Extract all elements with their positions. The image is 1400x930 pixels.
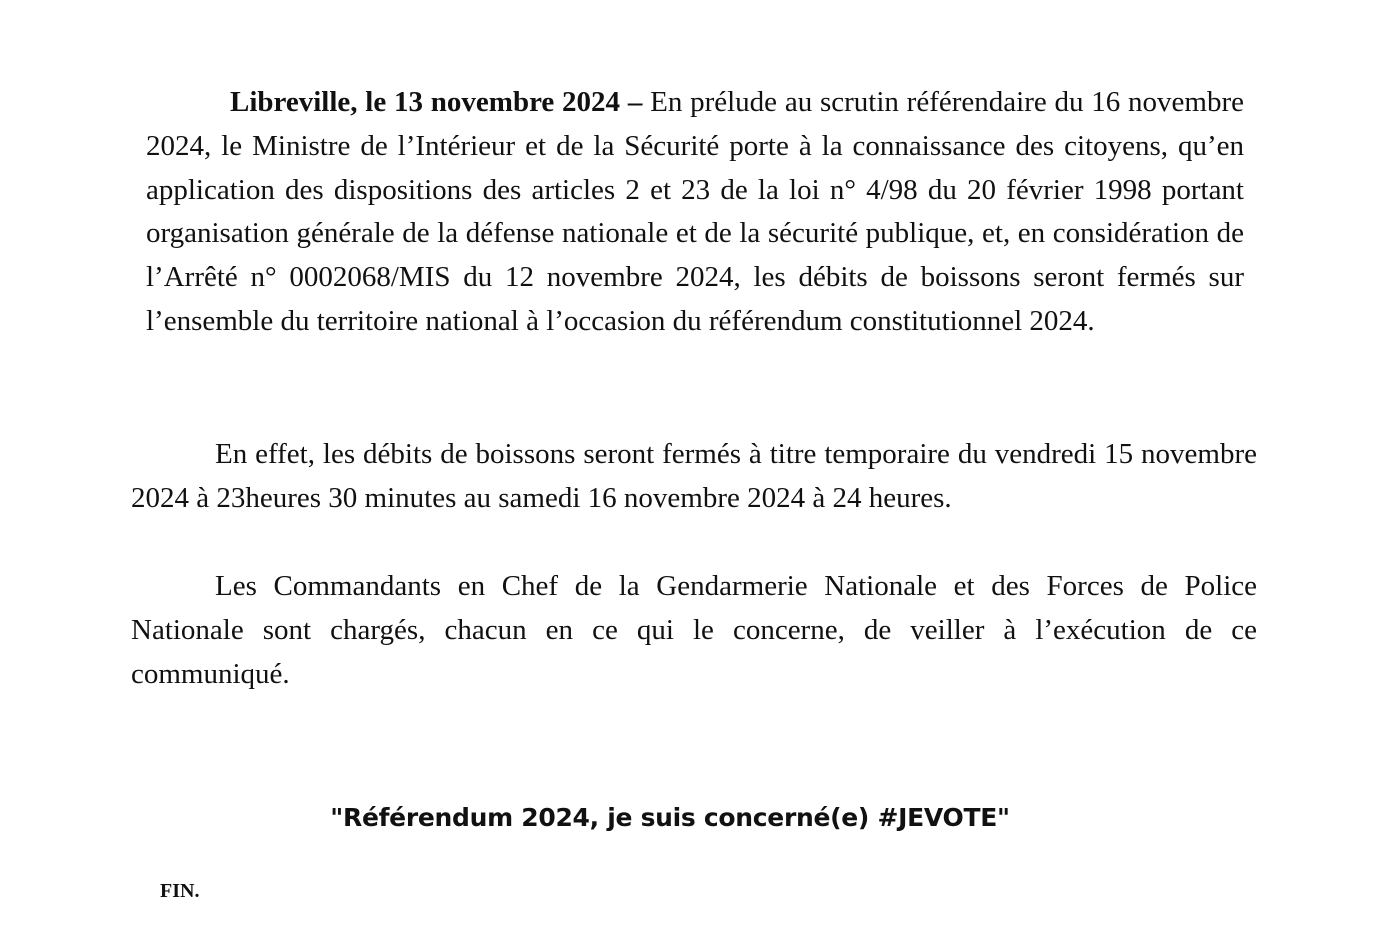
paragraph-enforcement: Les Commandants en Chef de la Gendarmerie Nationale et des Forces de Police Nationale sont chargés, chacun en ce qui le concerne, de veiller à l’exécution de ce communiqué. <box>131 570 1257 690</box>
announcement-text: En prélude au scrutin référendaire du 16 novembre 2024, le Ministre de l’Intérieur et de la Sécurité porte à la connaissance des citoyens, qu’en application des dispositions des articles 2 et 23 de la loi n° 4/98 du 20 février 1998 portant organisation générale de la défense nationale et de la sécurité publique, et, en considération de l’Arrêté n° 0002068/MIS du 12 novembre 2024, les débits de boissons seront fermés sur l’ensemble du territoire national à l’occasion du référendum constitutionnel 2024. <box>146 86 1244 337</box>
dateline: Libreville, le 13 novembre 2024 – <box>230 86 643 118</box>
paragraph-closure-period: En effet, les débits de boissons seront fermés à titre temporaire du vendredi 15 novembre 2024 à 23heures 30 minutes au samedi 16 novembre 2024 à 24 heures. <box>131 438 1257 514</box>
slogan: "Référendum 2024, je suis concerné(e) #JEVOTE" <box>330 803 1010 832</box>
paragraph-announcement <box>146 81 1244 344</box>
end-mark: FIN. <box>160 880 200 902</box>
